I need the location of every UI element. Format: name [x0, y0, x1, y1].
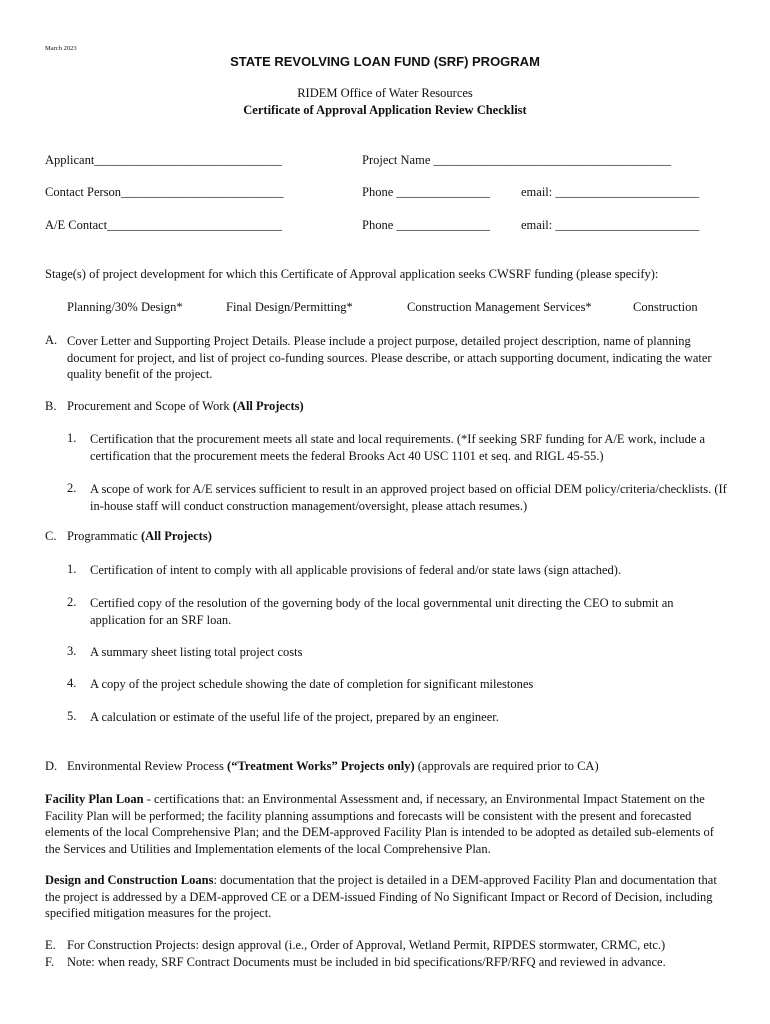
section-c-title: Programmatic (All Projects): [67, 529, 212, 543]
applicant-field[interactable]: Applicant______________________________: [45, 153, 282, 167]
form-title: Certificate of Approval Application Review Checklist: [243, 103, 527, 117]
section-f-text: Note: when ready, SRF Contract Documents must be included in bid specifications/RFP/RFQ and reviewed in advance.: [67, 955, 666, 969]
section-c-item-3-text: A summary sheet listing total project costs: [90, 645, 303, 659]
stage-option-construction[interactable]: Construction: [633, 300, 698, 314]
stage-option-final-design[interactable]: Final Design/Permitting*: [226, 300, 353, 314]
section-c-item-5-text: A calculation or estimate of the useful life of the project, prepared by an engineer.: [90, 710, 499, 724]
email-field-1[interactable]: email: _______________________: [521, 185, 700, 199]
section-d-letter: D.: [45, 759, 58, 773]
section-e-text: For Construction Projects: design approval (i.e., Order of Approval, Wetland Permit, RIPDES stormwater, CRMC, etc.): [67, 938, 666, 952]
section-c-item-2-text: Certified copy of the resolution of the governing body of the local governmental unit directing the CEO to submit an application for an SRF loan.: [90, 596, 674, 627]
section-b-title: Procurement and Scope of Work (All Projects): [67, 399, 304, 413]
stages-prompt: Stage(s) of project development for which this Certificate of Approval application seeks CWSRF funding (please specify):: [45, 267, 659, 281]
section-c-item-3-num: 3.: [67, 644, 77, 658]
section-c-item-4-text: A copy of the project schedule showing the date of completion for significant milestones: [90, 677, 534, 691]
phone-field-2[interactable]: Phone _______________: [362, 218, 491, 232]
section-b-letter: B.: [45, 399, 57, 413]
ae-contact-field[interactable]: A/E Contact____________________________: [45, 218, 283, 232]
design-construction-paragraph: Design and Construction Loans: documentation that the project is detailed in a DEM-approved Facility Plan and documentation that the project is addressed by a DEM-approved CE or a DEM-issued Finding of No Significant Impact or Record of Decision, including specified mitigation measures for the project.: [45, 873, 717, 920]
section-f-letter: F.: [45, 955, 55, 969]
section-a-text: Cover Letter and Supporting Project Details. Please include a project purpose, detailed project description, name of planning document for project, and list of project co-funding sources. Please describe, or attach supporting document, indicating the water quality benefit of the project.: [67, 334, 712, 381]
stage-option-planning[interactable]: Planning/30% Design*: [67, 300, 183, 314]
stage-option-construction-management[interactable]: Construction Management Services*: [407, 300, 592, 314]
section-c-item-1-num: 1.: [67, 562, 77, 576]
section-c-item-4-num: 4.: [67, 676, 77, 690]
section-e-letter: E.: [45, 938, 56, 952]
document-date: March 2023: [45, 45, 77, 52]
office-name: RIDEM Office of Water Resources: [297, 86, 473, 100]
facility-plan-paragraph: Facility Plan Loan - certifications that: an Environmental Assessment and, if necessary, an Environmental Impact Statement on the Facility Plan will be performed; the facility planning assumptions and forecasts will be consistent with the present and forecasted elements of the local Comprehensive Plan; and the DEM-approved Facility Plan is intended to be adopted as detailed sub-elements of the Services and Utilities and Implementation elements of the local Comprehensive Plan.: [45, 792, 714, 856]
phone-field-1[interactable]: Phone _______________: [362, 185, 491, 199]
section-b-item-2-text: A scope of work for A/E services sufficient to result in an approved project based on official DEM policy/criteria/checklists. (If in-house staff will conduct construction management/oversight, please attach resumes.): [90, 482, 727, 513]
section-b-item-2-num: 2.: [67, 481, 77, 495]
section-c-item-2-num: 2.: [67, 595, 77, 609]
section-b-item-1-text: Certification that the procurement meets all state and local requirements. (*If seeking SRF funding for A/E work, include a certification that the procurement meets the federal Brooks Act 40 USC 1101 et seq. and RIGL 45-55.): [90, 432, 706, 463]
section-a-letter: A.: [45, 333, 58, 347]
section-c-item-5-num: 5.: [67, 709, 77, 723]
section-d-title: Environmental Review Process (“Treatment Works” Projects only) (approvals are required prior to CA): [67, 759, 599, 773]
section-c-item-1-text: Certification of intent to comply with all applicable provisions of federal and/or state laws (sign attached).: [90, 563, 622, 577]
email-field-2[interactable]: email: _______________________: [521, 218, 700, 232]
project-name-field[interactable]: Project Name ______________________________________: [362, 153, 672, 167]
section-c-letter: C.: [45, 529, 57, 543]
program-title: STATE REVOLVING LOAN FUND (SRF) PROGRAM: [230, 54, 540, 69]
section-b-item-1-num: 1.: [67, 431, 77, 445]
contact-person-field[interactable]: Contact Person__________________________: [45, 185, 284, 199]
